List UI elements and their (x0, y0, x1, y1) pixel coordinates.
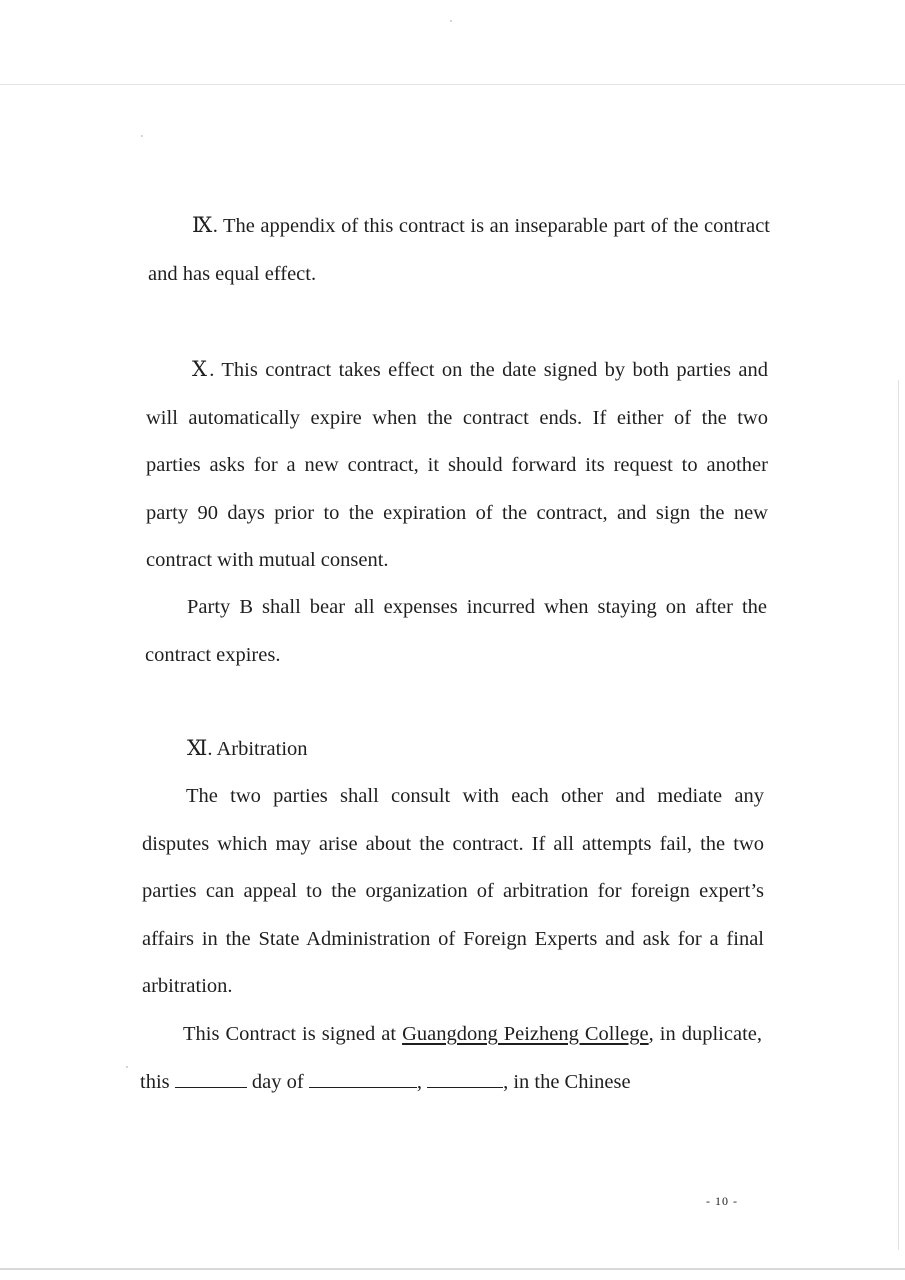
year-blank (427, 1071, 503, 1088)
signing-text-5: , (416, 1070, 428, 1093)
clause-9-text: . The appendix of this contract is an inseparable part of the contract and has equal effect. (148, 215, 770, 285)
signing-clause (140, 1011, 762, 1106)
clause-11 (142, 773, 764, 1011)
signing-text-4: day of (246, 1070, 309, 1093)
clause-10-expenses (145, 584, 767, 679)
clause-10-text: . This contract takes effect on the date signed by both parties and will automatically expire when the contract ends. If either of the two parties asks for a new contract, it should forward its request to another party 90 days prior to the expiration of the contract, and sign the new contract with mutual consent. (146, 359, 769, 571)
month-blank (309, 1071, 417, 1088)
page-top-edge (0, 84, 905, 85)
clause-11-text: The two parties shall consult with each other and mediate any disputes which may arise about the contract. If all attempts fail, the two parties can appeal to the organization of arbitration for foreign expert’s affairs in the State Administration of Foreign Experts and ask for a final arbitration. (142, 785, 764, 997)
day-blank (175, 1071, 247, 1088)
clause-10-number: Ⅹ (192, 357, 210, 381)
clause-10 (146, 346, 768, 585)
signing-text-6: , in the Chinese (503, 1070, 631, 1093)
signing-text-2: , in (648, 1023, 676, 1045)
clause-11-number: Ⅺ (187, 736, 208, 760)
clause-11-title: . Arbitration (207, 738, 308, 760)
signing-text-3: duplicate, this (140, 1023, 762, 1093)
clause-11-heading (187, 725, 587, 774)
signing-place: Guangdong Peizheng College (402, 1023, 649, 1045)
clause-9-number: Ⅸ (192, 213, 213, 237)
signing-text-1: This Contract is signed at (183, 1023, 403, 1045)
scan-speck (450, 20, 452, 22)
page-right-edge (898, 380, 899, 1250)
page-number: - 10 - (706, 1194, 738, 1208)
clause-9 (148, 202, 770, 298)
clause-10-expenses-text: Party B shall bear all expenses incurred when staying on after the contract expires. (145, 596, 767, 666)
page-bottom-edge (0, 1268, 905, 1270)
scan-speck (126, 1066, 128, 1068)
scan-speck (141, 135, 143, 137)
